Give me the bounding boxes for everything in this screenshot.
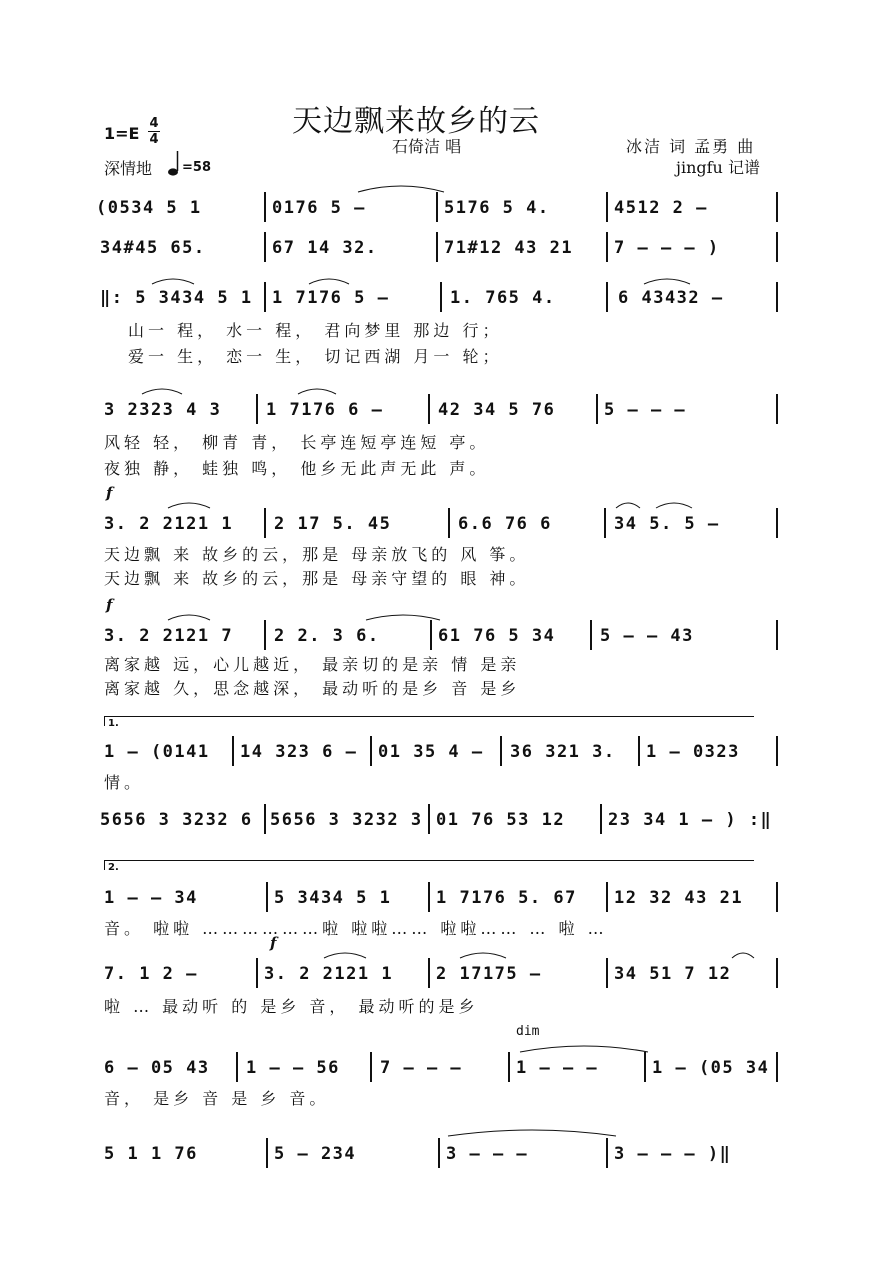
- notes: 3 – – – )‖: [614, 1144, 732, 1164]
- notes: 1 – (0141: [104, 742, 210, 762]
- barline: [776, 736, 778, 766]
- slur-arc: [166, 610, 212, 622]
- barline: [600, 804, 602, 834]
- barline: [438, 1138, 440, 1168]
- lyric-line-3b: 爱一 生， 恋一 生， 切记西湖 月一 轮；: [128, 347, 503, 366]
- lyric-line-3a: 山一 程， 水一 程， 君向梦里 那边 行；: [128, 321, 503, 340]
- staff-row-10: [0, 956, 875, 996]
- barline: [370, 1052, 372, 1082]
- lyric-line-9: 音。 啦啦 ………………啦 啦啦…… 啦啦…… … 啦 …: [104, 919, 608, 938]
- barline: [776, 192, 778, 222]
- barline: [776, 508, 778, 538]
- notes: 2 2. 3 6.: [274, 626, 380, 646]
- barline: [604, 508, 606, 538]
- notes: 7. 1 2 –: [104, 964, 198, 984]
- notes: 1 7176 5. 67: [436, 888, 577, 908]
- barline: [256, 394, 258, 424]
- lyric-line-10: 啦 … 最动听 的 是乡 音， 最动听的是乡: [104, 997, 479, 1016]
- barline: [508, 1052, 510, 1082]
- staff-row-2: [0, 230, 875, 270]
- notes: 6 43432 –: [618, 288, 724, 308]
- staff-row-5: [0, 506, 875, 546]
- time-top: 4: [149, 116, 159, 131]
- notes: 7 – – – ): [614, 238, 720, 258]
- tie-arc: [356, 180, 446, 194]
- notes: 3. 2 2121 1: [264, 964, 394, 984]
- notes: 5176 5 4.: [444, 198, 550, 218]
- lyric-line-6b: 离家越 久，思念越深， 最动听的是乡 音 是乡: [104, 679, 521, 698]
- transcriber-credit: jingfu 记谱: [676, 158, 760, 177]
- forte-mark: f: [106, 484, 113, 502]
- barline: [430, 620, 432, 650]
- volta-second-mark: [104, 860, 105, 870]
- notes: 5 – 234: [274, 1144, 357, 1164]
- notes: 67 14 32.: [272, 238, 378, 258]
- notes: 3. 2 2121 1: [104, 514, 234, 534]
- barline: [776, 882, 778, 912]
- slur-arc: [614, 498, 642, 510]
- notes: 71#12 43 21: [444, 238, 574, 258]
- barline: [638, 736, 640, 766]
- time-bottom: 4: [149, 132, 159, 147]
- volta-first-mark: [104, 716, 105, 726]
- expression-mark: 深情地: [104, 159, 153, 178]
- notes: 14 323 6 –: [240, 742, 358, 762]
- tie-arc: [364, 610, 442, 622]
- tie-arc: [518, 1040, 650, 1054]
- notes: 2 17 5. 45: [274, 514, 392, 534]
- barline: [232, 736, 234, 766]
- lyric-line-11: 音， 是乡 音 是 乡 音。: [104, 1089, 330, 1108]
- staff-row-8: [0, 802, 875, 842]
- notes: 1 – 0323: [646, 742, 740, 762]
- forte-mark: f: [106, 596, 113, 614]
- lyric-line-4a: 风轻 轻， 柳青 青， 长亭连短亭连短 亭。: [104, 433, 490, 452]
- volta-first-number: 1.: [108, 718, 119, 729]
- barline: [776, 620, 778, 650]
- notes: 3 2323 4 3: [104, 400, 222, 420]
- notes: 1 – – 34: [104, 888, 198, 908]
- barline: [590, 620, 592, 650]
- barline: [264, 282, 266, 312]
- barline: [428, 882, 430, 912]
- notes: 5656 3 3232 3: [270, 810, 423, 830]
- barline: [436, 192, 438, 222]
- song-title: 天边飘来故乡的云: [292, 104, 540, 139]
- barline: [644, 1052, 646, 1082]
- barline: [606, 882, 608, 912]
- barline: [264, 620, 266, 650]
- notes: 5 1 1 76: [104, 1144, 198, 1164]
- notes: 42 34 5 76: [438, 400, 556, 420]
- notes: 0176 5 –: [272, 198, 366, 218]
- notes: 3 – – –: [446, 1144, 529, 1164]
- barline: [776, 232, 778, 262]
- staff-row-4: [0, 392, 875, 432]
- notes: 01 76 53 12: [436, 810, 566, 830]
- notes: 6 – 05 43: [104, 1058, 210, 1078]
- barline: [606, 1138, 608, 1168]
- barline: [606, 282, 608, 312]
- notes: 34#45 65.: [100, 238, 206, 258]
- notes: 1 – – –: [516, 1058, 599, 1078]
- lyric-line-4b: 夜独 静， 蛙独 鸣， 他乡无此声无此 声。: [104, 459, 490, 478]
- barline: [500, 736, 502, 766]
- notes: 01 35 4 –: [378, 742, 484, 762]
- notes: 3. 2 2121 7: [104, 626, 234, 646]
- staff-row-1: [0, 190, 875, 230]
- notes: 5 – – –: [604, 400, 687, 420]
- staff-row-3: [0, 280, 875, 320]
- tempo-mark: =58: [182, 160, 211, 175]
- slur-arc: [642, 274, 692, 286]
- barline: [266, 882, 268, 912]
- barline: [776, 394, 778, 424]
- barline: [264, 804, 266, 834]
- slur-arc: [296, 384, 338, 396]
- notes: 1. 765 4.: [450, 288, 556, 308]
- barline: [256, 958, 258, 988]
- volta-second-number: 2.: [108, 862, 119, 873]
- barline: [428, 804, 430, 834]
- staff-row-12: [0, 1136, 875, 1176]
- slur-arc: [150, 274, 196, 286]
- barline: [606, 958, 608, 988]
- staff-row-11: [0, 1050, 875, 1090]
- key-signature: 1=E: [104, 124, 140, 143]
- lyric-line-6a: 离家越 远，心儿越近， 最亲切的是亲 情 是亲: [104, 655, 521, 674]
- time-signature: [148, 117, 160, 146]
- lyric-line-5b: 天边飘 来 故乡的云，那是 母亲守望的 眼 神。: [104, 569, 530, 588]
- diminuendo-mark: dim: [516, 1024, 540, 1039]
- tie-arc: [446, 1124, 618, 1138]
- slur-arc: [458, 948, 508, 960]
- barline: [596, 394, 598, 424]
- notes: 4512 2 –: [614, 198, 708, 218]
- singer-credit: 石倚洁 唱: [392, 137, 462, 156]
- barline: [428, 394, 430, 424]
- barline: [606, 192, 608, 222]
- barline: [264, 232, 266, 262]
- barline: [264, 192, 266, 222]
- notes: 36 321 3.: [510, 742, 616, 762]
- notes: 61 76 5 34: [438, 626, 556, 646]
- notes: 1 – – 56: [246, 1058, 340, 1078]
- slur-arc: [730, 948, 756, 960]
- composer-credit: 冰洁 词 孟勇 曲: [626, 137, 756, 156]
- barline: [776, 1052, 778, 1082]
- barline: [236, 1052, 238, 1082]
- notes: 5656 3 3232 6: [100, 810, 253, 830]
- notes: 1 7176 6 –: [266, 400, 384, 420]
- barline: [436, 232, 438, 262]
- lyric-line-5a: 天边飘 来 故乡的云，那是 母亲放飞的 风 筝。: [104, 545, 530, 564]
- volta-first-line: [104, 716, 754, 717]
- notes: 2 17175 –: [436, 964, 542, 984]
- notes: 1 – (05 34: [652, 1058, 770, 1078]
- lyric-line-7: 情。: [104, 773, 145, 792]
- notes: 5 – – 43: [600, 626, 694, 646]
- notes: 1 7176 5 –: [272, 288, 390, 308]
- notes: 6.6 76 6: [458, 514, 552, 534]
- slur-arc: [322, 948, 368, 960]
- tie-arc: [654, 498, 694, 510]
- notes: 34 5. 5 –: [614, 514, 720, 534]
- barline: [776, 282, 778, 312]
- slur-arc: [166, 498, 212, 510]
- barline: [370, 736, 372, 766]
- notes: (0534 5 1: [96, 198, 202, 218]
- quarter-note-icon: [168, 150, 182, 178]
- volta-second-line: [104, 860, 754, 861]
- barline: [448, 508, 450, 538]
- notes: 5 3434 5 1: [274, 888, 392, 908]
- barline: [266, 1138, 268, 1168]
- barline: [606, 232, 608, 262]
- slur-arc: [307, 274, 351, 286]
- notes: ‖: 5 3434 5 1: [100, 288, 253, 308]
- notes: 12 32 43 21: [614, 888, 744, 908]
- notes: 23 34 1 – ) :‖: [608, 810, 773, 830]
- barline: [428, 958, 430, 988]
- barline: [264, 508, 266, 538]
- barline: [776, 958, 778, 988]
- notes: 7 – – –: [380, 1058, 463, 1078]
- barline: [440, 282, 442, 312]
- staff-row-9: [0, 880, 875, 920]
- slur-arc: [140, 384, 184, 396]
- forte-mark: f: [270, 934, 277, 952]
- notes: 34 51 7 12: [614, 964, 732, 984]
- staff-row-7: [0, 734, 875, 774]
